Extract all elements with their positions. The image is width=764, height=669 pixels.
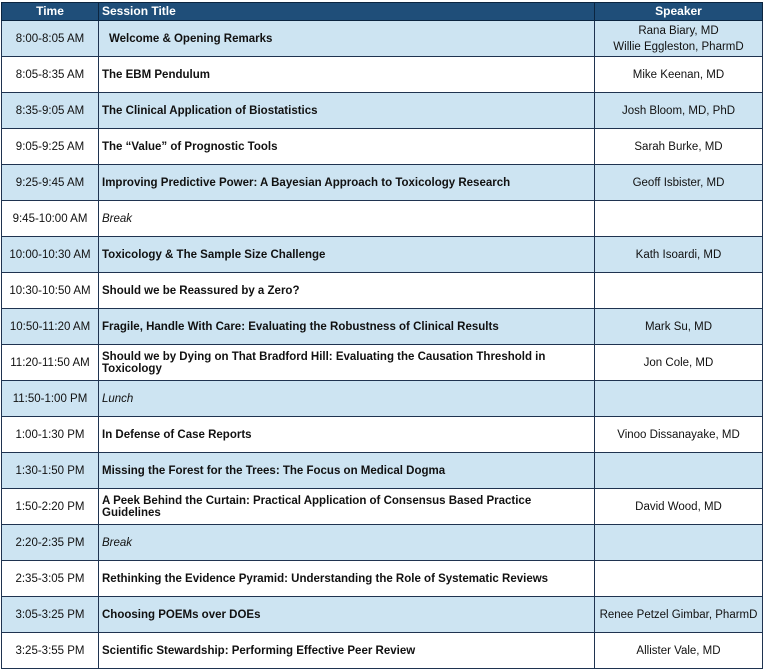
session-speaker xyxy=(595,597,763,633)
table-row xyxy=(2,633,763,669)
session-title: Fragile, Handle With Care: Evaluating the Robustness of Clinical Results xyxy=(99,309,595,345)
session-time: 8:00-8:05 AM xyxy=(2,21,99,57)
session-time: 1:00-1:30 PM xyxy=(2,417,99,453)
session-speaker xyxy=(595,93,763,129)
speaker-name: David Wood, MD xyxy=(635,500,722,513)
speaker-name: Jon Cole, MD xyxy=(643,356,714,369)
session-title: Scientific Stewardship: Performing Effective Peer Review xyxy=(99,633,595,669)
table-row xyxy=(2,417,763,453)
session-speaker xyxy=(595,453,763,489)
session-speaker xyxy=(595,561,763,597)
speaker-name: Mike Keenan, MD xyxy=(632,68,725,81)
session-speaker xyxy=(595,345,763,381)
session-speaker xyxy=(595,381,763,417)
schedule-body xyxy=(2,21,763,669)
session-title: Missing the Forest for the Trees: The Focus on Medical Dogma xyxy=(99,453,595,489)
session-title: Break xyxy=(99,201,595,237)
session-title: Should we be Reassured by a Zero? xyxy=(99,273,595,309)
session-time: 3:05-3:25 PM xyxy=(2,597,99,633)
session-title: Lunch xyxy=(99,381,595,417)
session-time: 11:20-11:50 AM xyxy=(2,345,99,381)
session-time: 9:45-10:00 AM xyxy=(2,201,99,237)
session-title: Rethinking the Evidence Pyramid: Understanding the Role of Systematic Reviews xyxy=(99,561,595,597)
speaker-name: Renee Petzel Gimbar, PharmD xyxy=(599,608,758,621)
header-speaker: Speaker xyxy=(595,3,763,21)
session-time: 10:00-10:30 AM xyxy=(2,237,99,273)
table-row xyxy=(2,489,763,525)
table-row xyxy=(2,597,763,633)
speaker-name: Willie Eggleston, PharmD xyxy=(613,40,744,53)
speaker-name: Mark Su, MD xyxy=(644,320,713,333)
session-speaker xyxy=(595,489,763,525)
header-row xyxy=(2,3,763,21)
table-row xyxy=(2,201,763,237)
speaker-name: Rana Biary, MD xyxy=(638,24,719,37)
speaker-name: Kath Isoardi, MD xyxy=(635,248,722,261)
session-speaker xyxy=(595,633,763,669)
table-row xyxy=(2,21,763,57)
session-title: The “Value” of Prognostic Tools xyxy=(99,129,595,165)
session-title: A Peek Behind the Curtain: Practical Application of Consensus Based Practice Guidelines xyxy=(99,489,595,525)
speaker-name: Vinoo Dissanayake, MD xyxy=(617,428,740,441)
session-title: Improving Predictive Power: A Bayesian Approach to Toxicology Research xyxy=(99,165,595,201)
session-speaker xyxy=(595,237,763,273)
session-title: The EBM Pendulum xyxy=(99,57,595,93)
table-row xyxy=(2,309,763,345)
session-time: 10:50-11:20 AM xyxy=(2,309,99,345)
table-row xyxy=(2,129,763,165)
session-time: 2:20-2:35 PM xyxy=(2,525,99,561)
table-row xyxy=(2,453,763,489)
header-time: Time xyxy=(2,3,99,21)
table-row xyxy=(2,525,763,561)
session-title: In Defense of Case Reports xyxy=(99,417,595,453)
speaker-name: Allister Vale, MD xyxy=(636,644,721,657)
session-time: 8:05-8:35 AM xyxy=(2,57,99,93)
session-time: 9:05-9:25 AM xyxy=(2,129,99,165)
speaker-name: Geoff Isbister, MD xyxy=(632,176,725,189)
session-title: The Clinical Application of Biostatistics xyxy=(99,93,595,129)
table-row xyxy=(2,165,763,201)
session-title: Should we by Dying on That Bradford Hill: Evaluating the Causation Threshold in Toxicology xyxy=(99,345,595,381)
session-speaker xyxy=(595,21,763,57)
table-row xyxy=(2,273,763,309)
session-time: 11:50-1:00 PM xyxy=(2,381,99,417)
schedule-table xyxy=(1,2,763,669)
session-time: 10:30-10:50 AM xyxy=(2,273,99,309)
header-session-title: Session Title xyxy=(99,3,595,21)
session-time: 3:25-3:55 PM xyxy=(2,633,99,669)
session-title: Break xyxy=(99,525,595,561)
session-speaker xyxy=(595,273,763,309)
session-time: 9:25-9:45 AM xyxy=(2,165,99,201)
session-speaker xyxy=(595,525,763,561)
session-speaker xyxy=(595,309,763,345)
session-time: 1:50-2:20 PM xyxy=(2,489,99,525)
session-title: Toxicology & The Sample Size Challenge xyxy=(99,237,595,273)
table-row xyxy=(2,57,763,93)
table-row xyxy=(2,561,763,597)
table-row xyxy=(2,381,763,417)
session-speaker xyxy=(595,57,763,93)
session-speaker xyxy=(595,129,763,165)
session-speaker xyxy=(595,201,763,237)
session-time: 1:30-1:50 PM xyxy=(2,453,99,489)
table-row xyxy=(2,237,763,273)
session-time: 8:35-9:05 AM xyxy=(2,93,99,129)
speaker-name: Josh Bloom, MD, PhD xyxy=(621,104,736,117)
session-time: 2:35-3:05 PM xyxy=(2,561,99,597)
session-title: Welcome & Opening Remarks xyxy=(99,21,595,57)
session-title: Choosing POEMs over DOEs xyxy=(99,597,595,633)
session-speaker xyxy=(595,165,763,201)
session-speaker xyxy=(595,417,763,453)
table-row xyxy=(2,93,763,129)
speaker-name: Sarah Burke, MD xyxy=(634,140,723,153)
table-row xyxy=(2,345,763,381)
